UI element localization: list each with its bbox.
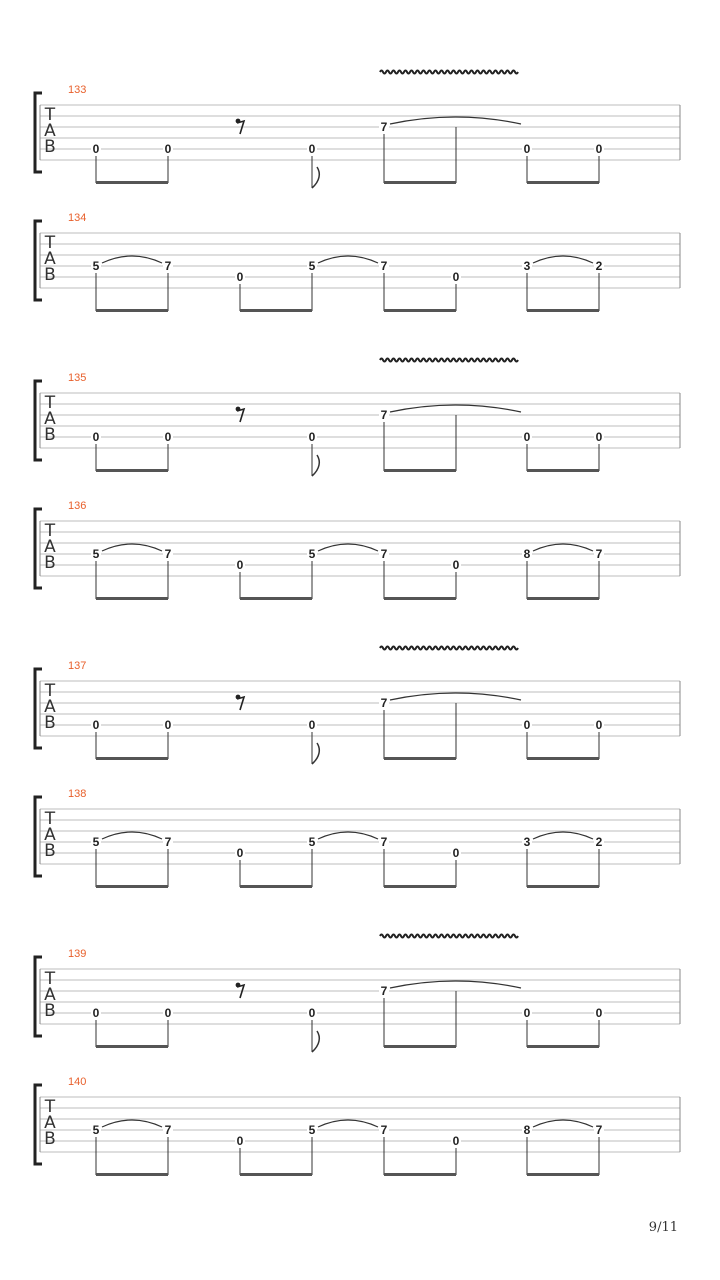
fret-number: 7: [164, 835, 172, 849]
tab-staff-135: [35, 359, 680, 477]
tab-clef-letter: T: [44, 969, 56, 989]
fret-number: 0: [308, 430, 316, 444]
fret-number: 0: [523, 142, 531, 156]
beam: [384, 885, 456, 888]
tab-clef-letter: A: [44, 985, 56, 1005]
tab-staff-136: [35, 500, 680, 600]
fret-number: 0: [452, 846, 460, 860]
fret-number: 3: [523, 259, 531, 273]
note-flag: [312, 743, 319, 764]
fret-number: 5: [308, 1123, 316, 1137]
fret-number: 7: [380, 120, 388, 134]
fret-number: 0: [452, 270, 460, 284]
beam: [527, 885, 599, 888]
slur: [318, 544, 378, 551]
fret-number: 0: [308, 718, 316, 732]
beam: [96, 181, 168, 184]
measure-number: 133: [68, 84, 87, 96]
fret-number: 0: [92, 430, 100, 444]
beam: [384, 309, 456, 312]
vibrato-mark: [380, 935, 518, 938]
fret-number: 7: [595, 547, 603, 561]
slur: [390, 405, 521, 412]
fret-number: 7: [164, 1123, 172, 1137]
fret-number: 0: [236, 1134, 244, 1148]
fret-number: 0: [92, 718, 100, 732]
note-flag: [312, 167, 319, 188]
tab-clef-letter: A: [44, 537, 56, 557]
measure-number: 139: [68, 948, 87, 960]
fret-number: 0: [595, 718, 603, 732]
tab-clef-letter: B: [44, 425, 56, 445]
beam: [384, 597, 456, 600]
tab-clef-letter: A: [44, 409, 56, 429]
beam: [527, 597, 599, 600]
beam: [96, 1173, 168, 1176]
page-number: 9/11: [648, 1220, 678, 1235]
slur: [102, 544, 162, 551]
tab-clef-letter: T: [44, 521, 56, 541]
slur: [390, 117, 521, 124]
slur: [533, 1120, 593, 1127]
beam: [96, 1045, 168, 1048]
fret-number: 0: [164, 718, 172, 732]
fret-number: 7: [380, 1123, 388, 1137]
beam: [384, 181, 456, 184]
fret-number: 0: [92, 142, 100, 156]
beam: [384, 757, 456, 760]
slur: [318, 832, 378, 839]
fret-number: 3: [523, 835, 531, 849]
slur: [533, 256, 593, 263]
fret-number: 8: [523, 547, 531, 561]
fret-number: 5: [92, 1123, 100, 1137]
tab-staff-133: [35, 71, 680, 189]
beam: [527, 757, 599, 760]
beam: [384, 1173, 456, 1176]
tab-clef-letter: A: [44, 249, 56, 269]
tab-staff-134: [35, 212, 680, 312]
slur: [102, 1120, 162, 1127]
fret-number: 5: [92, 835, 100, 849]
fret-number: 7: [380, 547, 388, 561]
beam: [240, 597, 312, 600]
measure-number: 137: [68, 660, 87, 672]
measure-number: 134: [68, 212, 87, 224]
fret-number: 0: [236, 846, 244, 860]
tab-staff-137: [35, 647, 680, 765]
beam: [527, 181, 599, 184]
fret-number: 5: [92, 259, 100, 273]
beam: [527, 1173, 599, 1176]
fret-number: 0: [308, 142, 316, 156]
measure-number: 136: [68, 500, 87, 512]
fret-number: 7: [380, 984, 388, 998]
vibrato-mark: [380, 359, 518, 362]
slur: [390, 693, 521, 700]
fret-number: 7: [164, 259, 172, 273]
tab-clef-letter: B: [44, 137, 56, 157]
fret-number: 5: [308, 547, 316, 561]
fret-number: 0: [164, 430, 172, 444]
beam: [96, 757, 168, 760]
fret-number: 8: [523, 1123, 531, 1137]
tab-clef-letter: A: [44, 121, 56, 141]
measure-number: 140: [68, 1076, 87, 1088]
tab-clef-letter: B: [44, 1001, 56, 1021]
fret-number: 2: [595, 259, 603, 273]
tab-clef-letter: B: [44, 1129, 56, 1149]
beam: [240, 885, 312, 888]
tab-clef-letter: T: [44, 233, 56, 253]
beam: [527, 309, 599, 312]
fret-number: 7: [380, 835, 388, 849]
tab-clef-letter: B: [44, 841, 56, 861]
fret-number: 0: [523, 1006, 531, 1020]
fret-number: 0: [236, 558, 244, 572]
beam: [96, 597, 168, 600]
fret-number: 0: [523, 718, 531, 732]
measure-number: 138: [68, 788, 87, 800]
fret-number: 0: [164, 142, 172, 156]
beam: [96, 469, 168, 472]
fret-number: 2: [595, 835, 603, 849]
fret-number: 0: [92, 1006, 100, 1020]
fret-number: 7: [595, 1123, 603, 1137]
fret-number: 0: [236, 270, 244, 284]
slur: [318, 1120, 378, 1127]
slur: [533, 832, 593, 839]
fret-number: 0: [595, 142, 603, 156]
tab-clef-letter: B: [44, 265, 56, 285]
fret-number: 0: [308, 1006, 316, 1020]
note-flag: [312, 1031, 319, 1052]
fret-number: 0: [595, 430, 603, 444]
note-flag: [312, 455, 319, 476]
vibrato-mark: [380, 71, 518, 74]
tab-clef-letter: T: [44, 809, 56, 829]
slur: [102, 256, 162, 263]
beam: [240, 309, 312, 312]
beam: [240, 1173, 312, 1176]
tab-clef-letter: A: [44, 697, 56, 717]
tab-clef-letter: T: [44, 1097, 56, 1117]
fret-number: 0: [452, 1134, 460, 1148]
fret-number: 0: [164, 1006, 172, 1020]
vibrato-mark: [380, 647, 518, 650]
beam: [527, 1045, 599, 1048]
fret-number: 7: [380, 696, 388, 710]
fret-number: 0: [523, 430, 531, 444]
tab-clef-letter: B: [44, 713, 56, 733]
tab-clef-letter: T: [44, 105, 56, 125]
slur: [533, 544, 593, 551]
tab-staff-140: [35, 1076, 680, 1176]
fret-number: 7: [380, 259, 388, 273]
beam: [384, 469, 456, 472]
beam: [527, 469, 599, 472]
fret-number: 7: [380, 408, 388, 422]
slur: [102, 832, 162, 839]
fret-number: 5: [308, 259, 316, 273]
slur: [318, 256, 378, 263]
fret-number: 5: [92, 547, 100, 561]
beam: [384, 1045, 456, 1048]
beam: [96, 885, 168, 888]
tab-clef-letter: B: [44, 553, 56, 573]
slur: [390, 981, 521, 988]
tab-clef-letter: A: [44, 825, 56, 845]
fret-number: 0: [595, 1006, 603, 1020]
measure-number: 135: [68, 372, 87, 384]
tab-staff-139: [35, 935, 680, 1053]
beam: [96, 309, 168, 312]
tab-staff-138: [35, 788, 680, 888]
tab-clef-letter: A: [44, 1113, 56, 1133]
fret-number: 7: [164, 547, 172, 561]
tab-clef-letter: T: [44, 681, 56, 701]
tab-clef-letter: T: [44, 393, 56, 413]
fret-number: 0: [452, 558, 460, 572]
fret-number: 5: [308, 835, 316, 849]
